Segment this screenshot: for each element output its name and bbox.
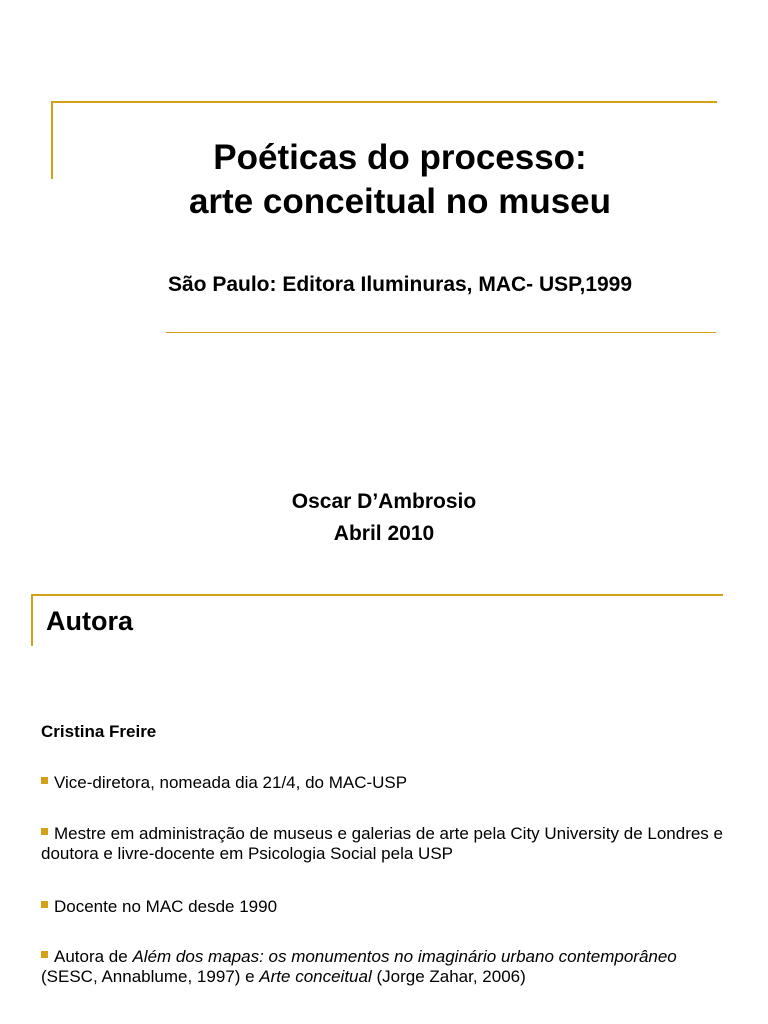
bullet-square-icon — [41, 901, 48, 908]
list-item — [41, 897, 731, 917]
title-line-2: arte conceitual no museu — [188, 182, 612, 221]
bullet-middle: (SESC, Annablume, 1997) e — [41, 967, 260, 986]
bullet-square-icon — [41, 777, 48, 784]
subtitle-divider — [166, 332, 716, 333]
bullet-square-icon — [41, 951, 48, 958]
frame-left-line — [51, 101, 53, 179]
author-block — [0, 486, 768, 550]
section-heading: Autora — [46, 606, 133, 636]
author-name-block — [41, 722, 731, 742]
slide-title — [60, 136, 740, 224]
frame-top-line — [31, 594, 723, 596]
bullet-text: Mestre em administração de museus e galerias de arte pela City University de Londres e doutora e livre-docente em Psicologia Social pela USP — [41, 824, 723, 863]
content-slide — [0, 592, 768, 1024]
list-item — [41, 773, 731, 793]
title-line-1: Poéticas do processo: — [213, 138, 587, 177]
bullet-prefix: Autora de — [54, 947, 133, 966]
bullet-square-icon — [41, 828, 48, 835]
book-title-1: Além dos mapas: os monumentos no imaginário urbano contemporâneo — [132, 947, 677, 966]
author-name: Cristina Freire — [41, 722, 157, 741]
bullet-text: Vice-diretora, nomeada dia 21/4, do MAC-USP — [54, 773, 408, 792]
list-item — [41, 824, 731, 864]
presentation-date: Abril 2010 — [333, 522, 435, 545]
list-item — [41, 947, 731, 987]
author-name: Oscar D’Ambrosio — [291, 490, 477, 513]
slide-subtitle: São Paulo: Editora Iluminuras, MAC- USP,1999 — [167, 273, 633, 296]
frame-top-line — [51, 101, 717, 103]
frame-left-line — [31, 594, 33, 646]
book-title-2: Arte conceitual — [259, 967, 372, 986]
bullet-text: Docente no MAC desde 1990 — [54, 897, 278, 916]
bullet-suffix: (Jorge Zahar, 2006) — [371, 967, 526, 986]
